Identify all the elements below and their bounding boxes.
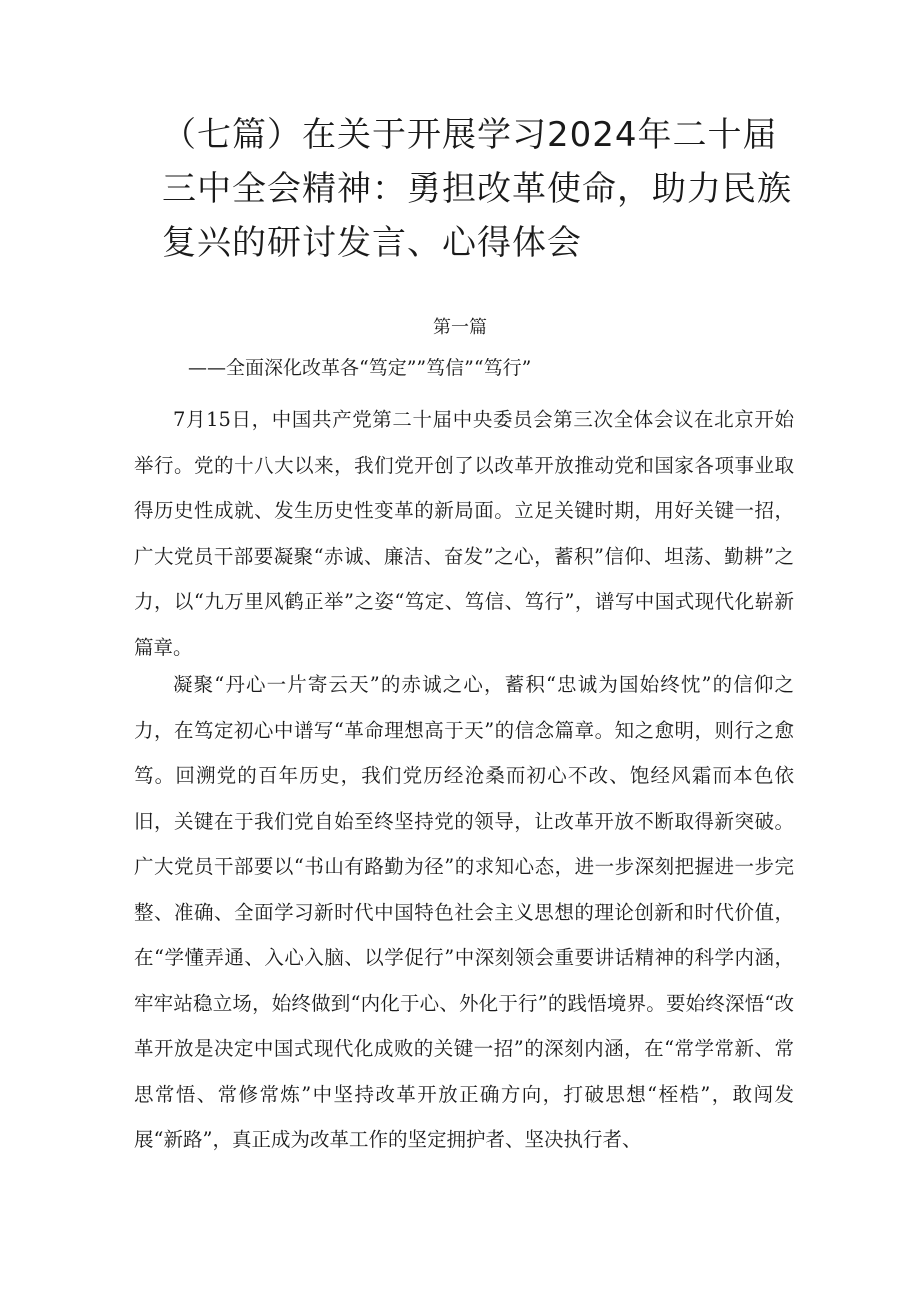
section-heading: 第一篇 bbox=[433, 317, 487, 338]
body-paragraph-1: 7月15日，中国共产党第二十届中央委员会第三次全体会议在北京开始举行。党的十八大以来，我们党开创了以改革开放推动党和国家各项事业取得历史性成就、发生历史性变革的新局面。立足关键时期，用好关键一招，广大党员干部要凝聚“赤诚、廉洁、奋发”之心，蓄积”信仰、坦荡、勤耕”之力，以“九万里风鹤正举”之姿“笃定、笃信、笃行”，谱写中国式现代化崭新篇章。 bbox=[134, 408, 794, 659]
body-paragraph-2: 凝聚“丹心一片寄云天”的赤诚之心，蓄积“忠诚为国始终忱”的信仰之力，在笃定初心中谱写“革命理想高于天”的信念篇章。知之愈明，则行之愈笃。回溯党的百年历史，我们党历经沧桑而初心不改、饱经风霜而本色依旧，关键在于我们党自始至终坚持党的领导，让改革开放不断取得新突破。广大党员干部要以“书山有路勤为径”的求知心态，进一步深刻把握进一步完整、准确、全面学习新时代中国特色社会主义思想的理论创新和时代价值，在“学懂弄通、入心入脑、以学促行”中深刻领会重要讲话精神的科学内涵，牢牢站稳立场，始终做到“内化于心、外化于行”的践悟境界。要始终深悟“改革开放是决定中国式现代化成败的关键一招”的深刻内涵，在“常学常新、常思常悟、常修常炼”中坚持改革开放正确方向，打破思想“桎梏”，敢闯发展“新路”，真正成为改革工作的坚定拥护者、坚决执行者、 bbox=[134, 673, 794, 1151]
document-title: （七篇）在关于开展学习2024年二十届三中全会精神：勇担改革使命，助力民族复兴的研讨发言、心得体会 bbox=[162, 115, 792, 263]
section-subtitle: ——全面深化改革各“笃定””笃信”“笃行” bbox=[188, 357, 532, 379]
